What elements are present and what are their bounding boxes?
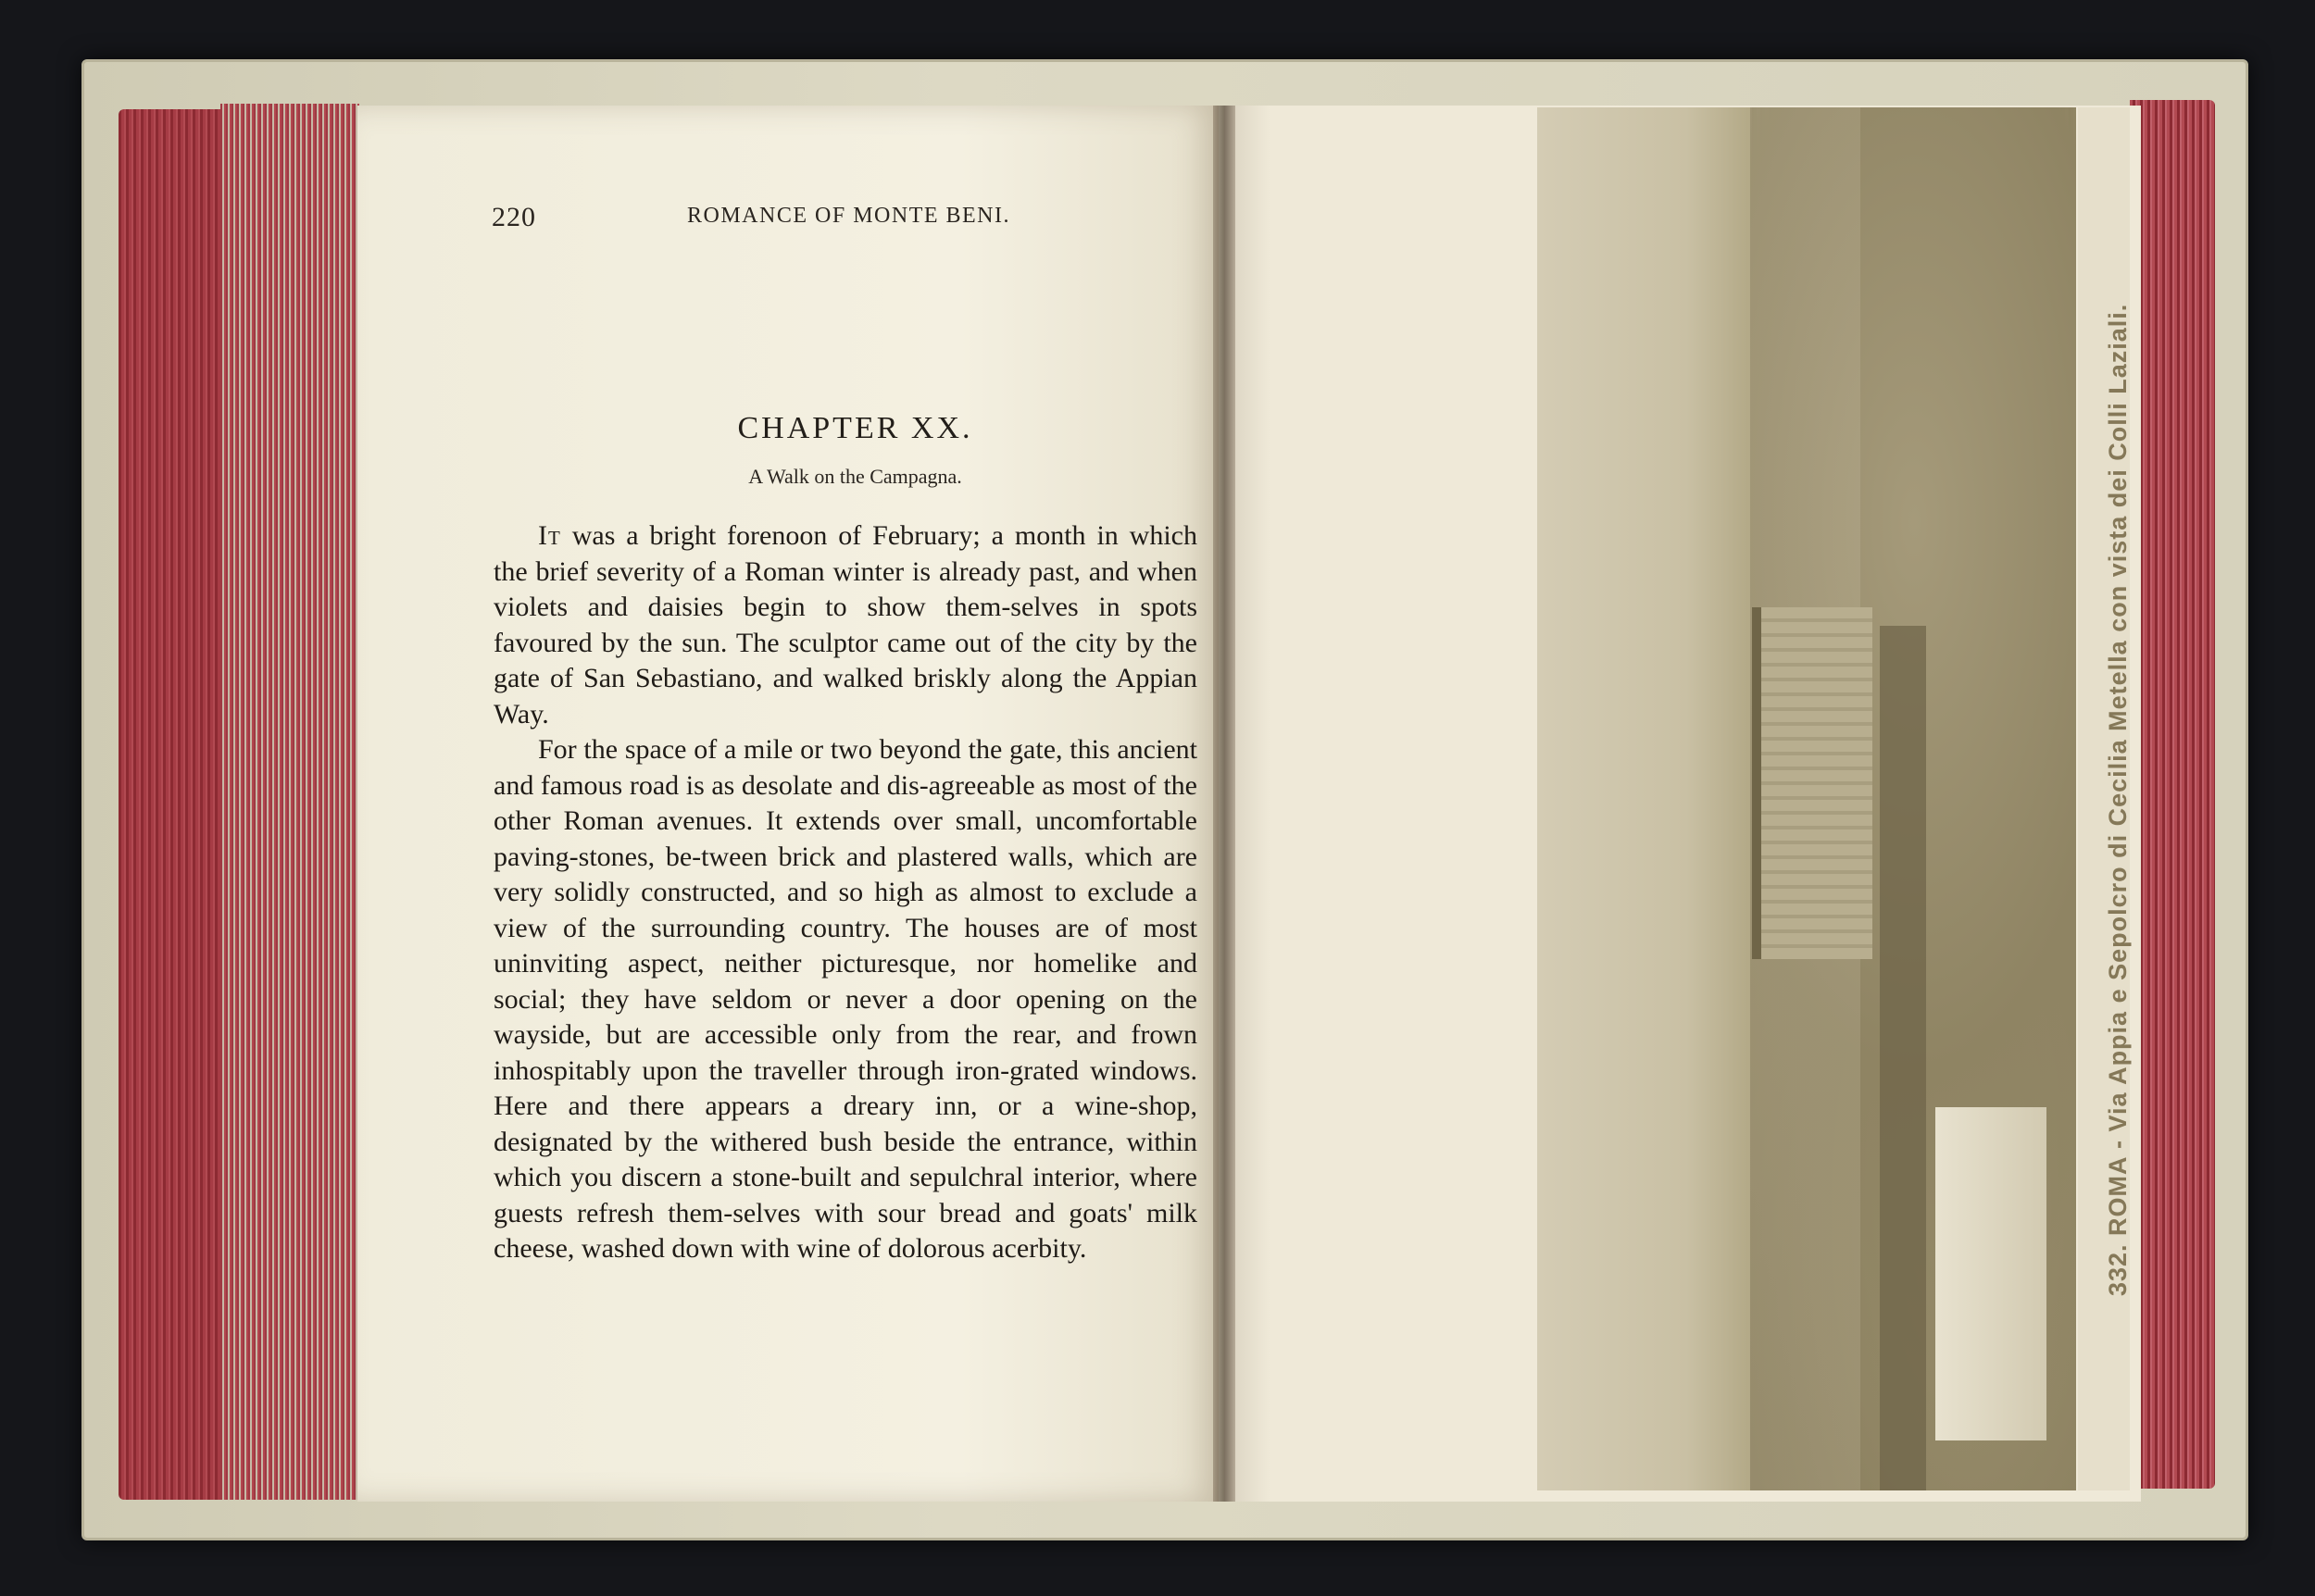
photo-tomb-tower [1752, 607, 1872, 959]
paragraph-1-text: was a bright forenoon of February; a month in which the brief severity of a Roman winter is already past, and when violets and daisies begin to show them-selves in spots favoured by the sun. The sculptor came out of the city by the gate of San Sebastiano, and walked briskly along the Appian Way. [494, 520, 1197, 729]
page-header [492, 202, 1084, 239]
running-title: ROMANCE OF MONTE BENI. [687, 204, 1011, 228]
photo-road [1880, 626, 1926, 1490]
book-gutter [1213, 106, 1235, 1502]
page-number: 220 [492, 202, 536, 232]
chapter-subtitle: A Walk on the Campagna. [748, 465, 962, 488]
paragraph-2: For the space of a mile or two beyond the gate, this ancient and famous road is as desolate and dis-agreeable as most of the other Roman avenues. It extends over small, uncomfortable paving-stones, be-tween brick and plastered walls, which are very solidly constructed, and so high as almost to exclude a view of the surrounding country. The houses are of most uninviting aspect, neither picturesque, nor homelike and social; they have seldom or never a door opening on the wayside, but are accessible only from the rear, and frown inhospitably upon the traveller through iron-grated windows. Here and there appears a dreary inn, or a wine-shop, designated by the withered bush beside the entrance, within which you discern a stone-built and sepulchral interior, where guests refresh them-selves with sour bread and goats' milk cheese, washed down with wine of dolorous acerbity. [494, 734, 1197, 1264]
chapter-heading: CHAPTER XX. [737, 411, 973, 445]
page-edges-right [2130, 100, 2215, 1489]
photo-house [1935, 1107, 2046, 1440]
photo-sky [1537, 107, 1750, 1490]
page-stack-left [220, 104, 359, 1500]
drop-word: It [538, 520, 561, 551]
body-text [494, 518, 1197, 1267]
tipped-in-photograph [1537, 107, 2076, 1490]
paragraph-1 [494, 518, 1197, 732]
page-edges-left [119, 109, 220, 1500]
photo-caption: 332. ROMA - Via Appia e Sepolcro di Cecilia Metella con vista dei Colli Laziali. [2104, 303, 2132, 1296]
